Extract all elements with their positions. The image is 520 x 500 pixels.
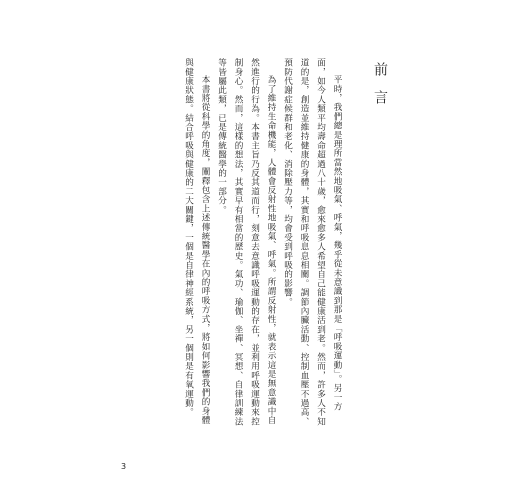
page-number: 3 [121, 462, 127, 471]
paragraph-3: 本書將從科學的角度，闡釋包含上述傳統醫學在內的呼吸方式，將如何影響我們的身體 與健康狀態。結合呼吸與健康的二大關鍵，一個是自律神經系統，另一個則是有氧運動。 [183, 58, 210, 425]
paragraph-2: 為了維持生命機能，人體會反射性地吸氣、呼氣。所謂反射性，就表示這是無意識中自 然進行的行為。本書主旨乃反其道而行，刻意去意識呼吸運動的存在，並利用呼吸運動來控 制身心。然而，這樣的想法，其實早有相當的歷史。氣功、瑜伽、坐禪、冥想、自律訓練法 等皆屬此類，已是傳統醫學的一部分。 [216, 58, 276, 426]
page-title: 前 言 [372, 62, 388, 104]
body-text [180, 58, 345, 458]
paragraph-1: 平時，我們總是理所當然地吸氣、呼氣，幾乎從未意識到那是「呼吸運動」。另一方 面，如今人類平均壽命超過八十歲，愈來愈多人希望自己能健康活到老。然而，許多人不知 道的是，創造並維持健康的身體，其實和呼吸息息相關。調節內臟活動、控制血壓不過高、 預防代謝症候群和老化、消除壓力等，均會受到呼吸的影響。 [282, 58, 342, 426]
